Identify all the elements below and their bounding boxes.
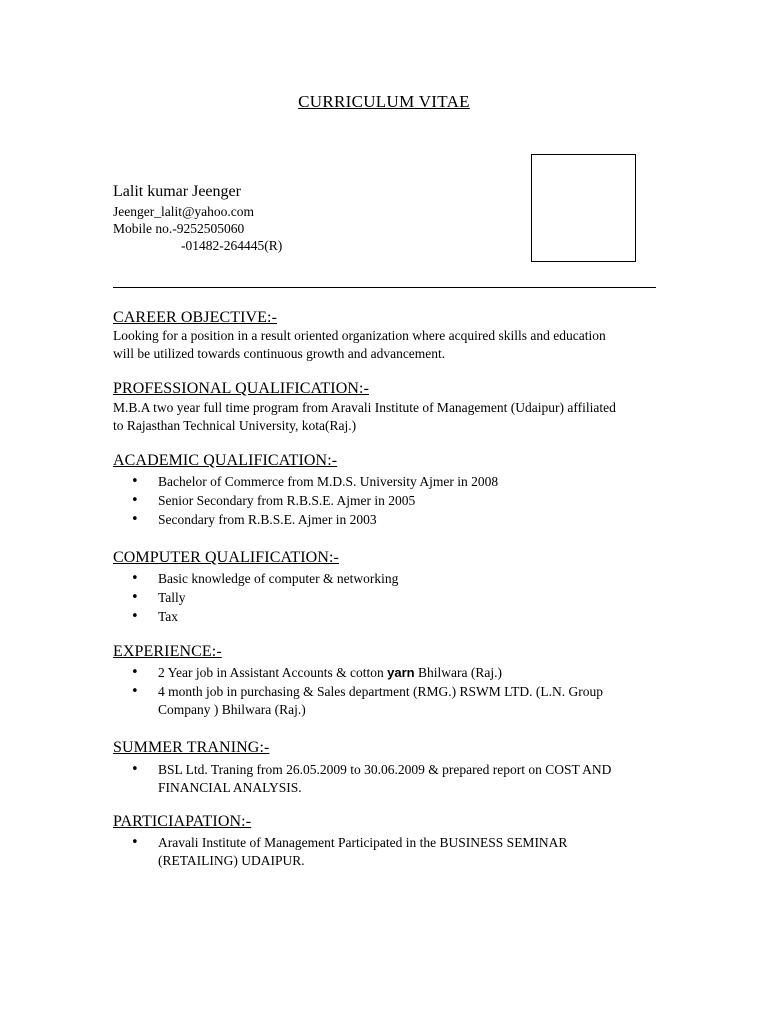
photo-placeholder (531, 154, 636, 262)
participation-list (113, 834, 683, 871)
list-item: • Bachelor of Commerce from M.D.S. University Ajmer in 2008 (113, 473, 683, 491)
career-objective-line-1: Looking for a position in a result oriented organization where acquired skills and education (113, 328, 606, 343)
professional-qualification-line-1: M.B.A two year full time program from Aravali Institute of Management (Udaipur) affiliated (113, 400, 616, 415)
summer-training-line-1: • BSL Ltd. Traning from 26.05.2009 to 30.06.2009 & prepared report on COST AND (158, 762, 612, 777)
experience-item-1-suffix: Bhilwara (Raj.) (414, 665, 502, 680)
participation-line-2: (RETAILING) UDAIPUR. (158, 853, 305, 868)
experience-item-1-bold: yarn (387, 665, 415, 680)
career-objective-text (113, 327, 683, 363)
list-item (113, 834, 683, 870)
professional-qualification-text (113, 399, 683, 435)
experience-list (113, 664, 683, 720)
academic-qualification-list (113, 473, 683, 530)
list-item: • Secondary from R.B.S.E. Ajmer in 2003 (113, 511, 683, 529)
list-item (113, 664, 683, 682)
experience-item-1-prefix: 2 Year job in Assistant Accounts & cotton (158, 665, 388, 680)
candidate-name: Lalit kumar Jeenger (113, 183, 241, 200)
mobile-text: Mobile no.-9252505060 (113, 221, 245, 236)
participation-line-1: • Aravali Institute of Management Participated in the BUSINESS SEMINAR (158, 835, 568, 850)
computer-qualification-heading: COMPUTER QUALIFICATION:- (113, 549, 339, 566)
experience-item-2-line-2: Company ) Bhilwara (Raj.) (158, 702, 306, 717)
list-item (113, 761, 683, 797)
list-item (113, 683, 683, 719)
email-text: Jeenger_lalit@yahoo.com (113, 204, 255, 219)
header-divider (113, 287, 656, 288)
summer-training-heading: SUMMER TRANING:- (113, 739, 270, 756)
professional-qualification-heading: PROFESSIONAL QUALIFICATION:- (113, 380, 369, 397)
list-item: • Tax (113, 608, 683, 626)
landline-text: -01482-264445(R) (181, 238, 283, 253)
career-objective-line-2: will be utilized towards continuous growth and advancement. (113, 346, 446, 361)
list-item: • Tally (113, 589, 683, 607)
academic-qualification-heading: ACADEMIC QUALIFICATION:- (113, 452, 338, 469)
career-objective-heading: CAREER OBJECTIVE:- (113, 309, 278, 326)
summer-training-list (113, 761, 683, 798)
participation-heading: PARTICIAPATION:- (113, 813, 252, 830)
list-item: • Senior Secondary from R.B.S.E. Ajmer in 2005 (113, 492, 683, 510)
professional-qualification-line-2: to Rajasthan Technical University, kota(Raj.) (113, 418, 357, 433)
experience-heading: EXPERIENCE:- (113, 643, 222, 660)
page-title: CURRICULUM VITAE (298, 92, 470, 111)
list-item: • Basic knowledge of computer & networking (113, 570, 683, 588)
summer-training-line-2: FINANCIAL ANALYSIS. (158, 780, 302, 795)
experience-item-2-line-1: • 4 month job in purchasing & Sales department (RMG.) RSWM LTD. (L.N. Group (158, 684, 603, 699)
computer-qualification-list (113, 570, 683, 627)
